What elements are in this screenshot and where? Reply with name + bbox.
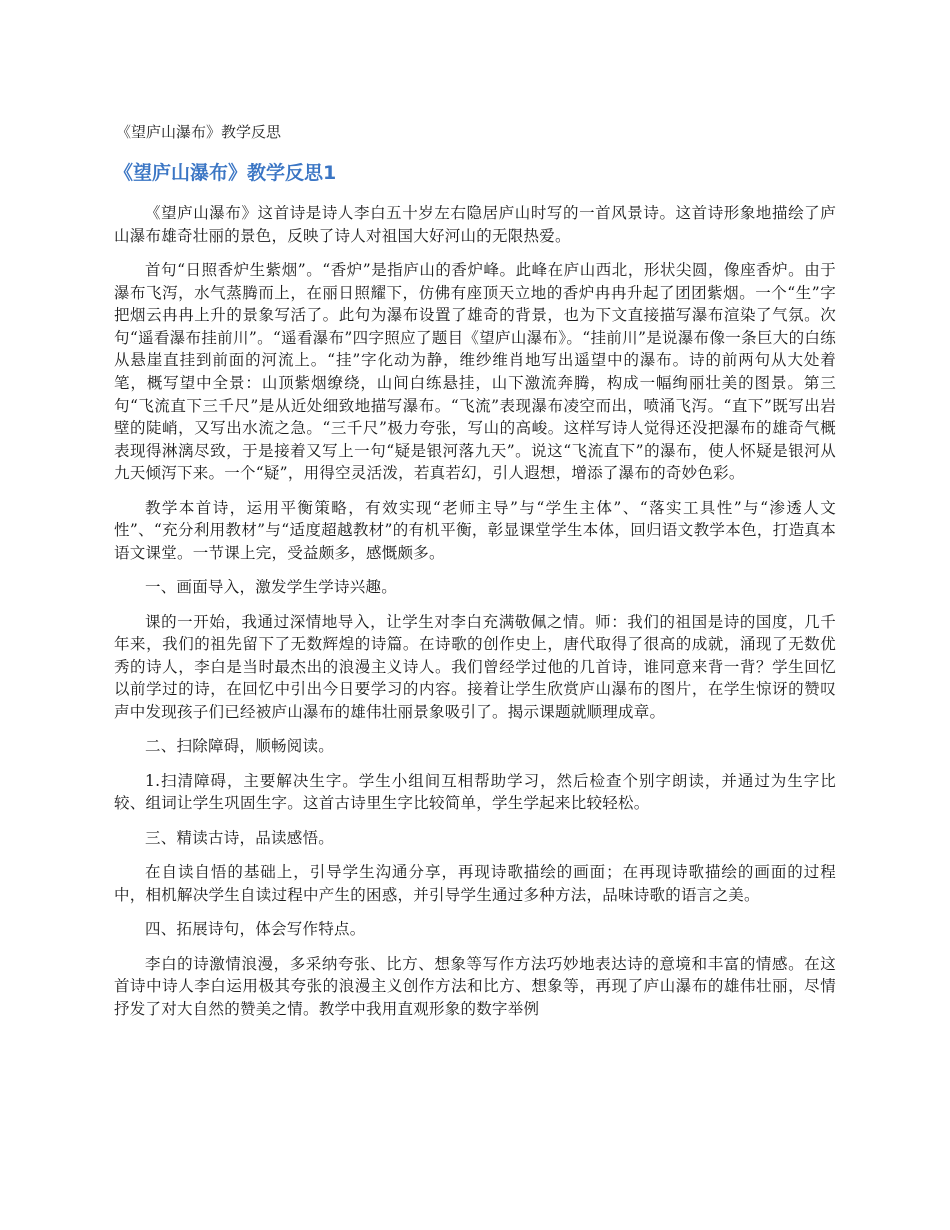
document-title: 《望庐山瀑布》教学反思 <box>116 123 282 141</box>
paragraph-step-2-body: 1.扫清障碍，主要解决生字。学生小组间互相帮助学习，然后检查个别字朗读，并通过为生字比较、组词让学生巩固生字。这首古诗里生字比较简单，学生学起来比较轻松。 <box>114 771 836 813</box>
paragraph-step-2-heading: 二、扫除障碍，顺畅阅读。 <box>145 737 335 756</box>
paragraph-step-3-heading: 三、精读古诗，品读感悟。 <box>145 828 335 847</box>
paragraph-poem-analysis: 首句“日照香炉生紫烟”。“香炉”是指庐山的香炉峰。此峰在庐山西北，形状尖圆，像座香炉。由于瀑布飞泻，水气蒸腾而上，在丽日照耀下，仿佛有座顶天立地的香炉冉冉升起了团团紫烟。一个“生”字把烟云冉冉上升的景象写活了。此句为瀑布设置了雄奇的背景，也为下文直接描写瀑布渲染了气氛。次句“遥看瀑布挂前川”。“遥看瀑布”四字照应了题目《望庐山瀑布》。“挂前川”是说瀑布像一条巨大的白练从悬崖直挂到前面的河流上。“挂”字化动为静，维纱维肖地写出遥望中的瀑布。诗的前两句从大处着笔，概写望中全景：山顶紫烟缭绕，山间白练悬挂，山下激流奔腾，构成一幅绚丽壮美的图景。第三句“飞流直下三千尺”是从近处细致地描写瀑布。“飞流”表现瀑布凌空而出，喷涌飞泻。“直下”既写出岩壁的陡峭，又写出水流之急。“三千尺”极力夸张，写山的高峻。这样写诗人觉得还没把瀑布的雄奇气概表现得淋漓尽致，于是接着又写上一句“疑是银河落九天”。说这“飞流直下”的瀑布，使人怀疑是银河从九天倾泻下来。一个“疑”，用得空灵活泼，若真若幻，引人遐想，增添了瀑布的奇妙色彩。 <box>114 260 836 483</box>
paragraph-teaching-summary: 教学本首诗，运用平衡策略，有效实现“老师主导”与“学生主体”、“落实工具性”与“渗透人文性”、“充分利用教材”与“适度超越教材”的有机平衡，彰显课堂学生本体，回归语文教学本色，打造真本语文课堂。一节课上完，受益颇多，感慨颇多。 <box>114 498 836 562</box>
paragraph-intro: 《望庐山瀑布》这首诗是诗人李白五十岁左右隐居庐山时写的一首风景诗。这首诗形象地描绘了庐山瀑布雄奇壮丽的景色，反映了诗人对祖国大好河山的无限热爱。 <box>114 204 836 245</box>
paragraph-step-4-body: 李白的诗激情浪漫，多采纳夸张、比方、想象等写作方法巧妙地表达诗的意境和丰富的情感。在这首诗中诗人李白运用极其夸张的浪漫主义创作方法和比方、想象等，再现了庐山瀑布的雄伟壮丽，尽情抒发了对大自然的赞美之情。教学中我用直观形象的数字举例 <box>114 954 836 1018</box>
paragraph-step-1-body: 课的一开始，我通过深情地导入，让学生对李白充满敬佩之情。师：我们的祖国是诗的国度，几千年来，我们的祖先留下了无数辉煌的诗篇。在诗歌的创作史上，唐代取得了很高的成就，涌现了无数优秀的诗人，李白是当时最杰出的浪漫主义诗人。我们曾经学过他的几首诗，谁同意来背一背？学生回忆以前学过的诗，在回忆中引出今日要学习的内容。接着让学生欣赏庐山瀑布的图片，在学生惊讶的赞叹声中发现孩子们已经被庐山瀑布的雄伟壮丽景象吸引了。揭示课题就顺理成章。 <box>114 612 836 722</box>
document-body <box>114 202 836 1020</box>
paragraph-step-3-body: 在自读自悟的基础上，引导学生沟通分享，再现诗歌描绘的画面；在再现诗歌描绘的画面的过程中，相机解决学生自读过程中产生的困惑，并引导学生通过多种方法，品味诗歌的语言之美。 <box>114 863 836 904</box>
paragraph-step-4-heading: 四、拓展诗句，体会写作特点。 <box>145 920 366 939</box>
section-heading: 《望庐山瀑布》教学反思1 <box>114 162 337 184</box>
paragraph-step-1-heading: 一、画面导入，激发学生学诗兴趣。 <box>145 578 398 597</box>
